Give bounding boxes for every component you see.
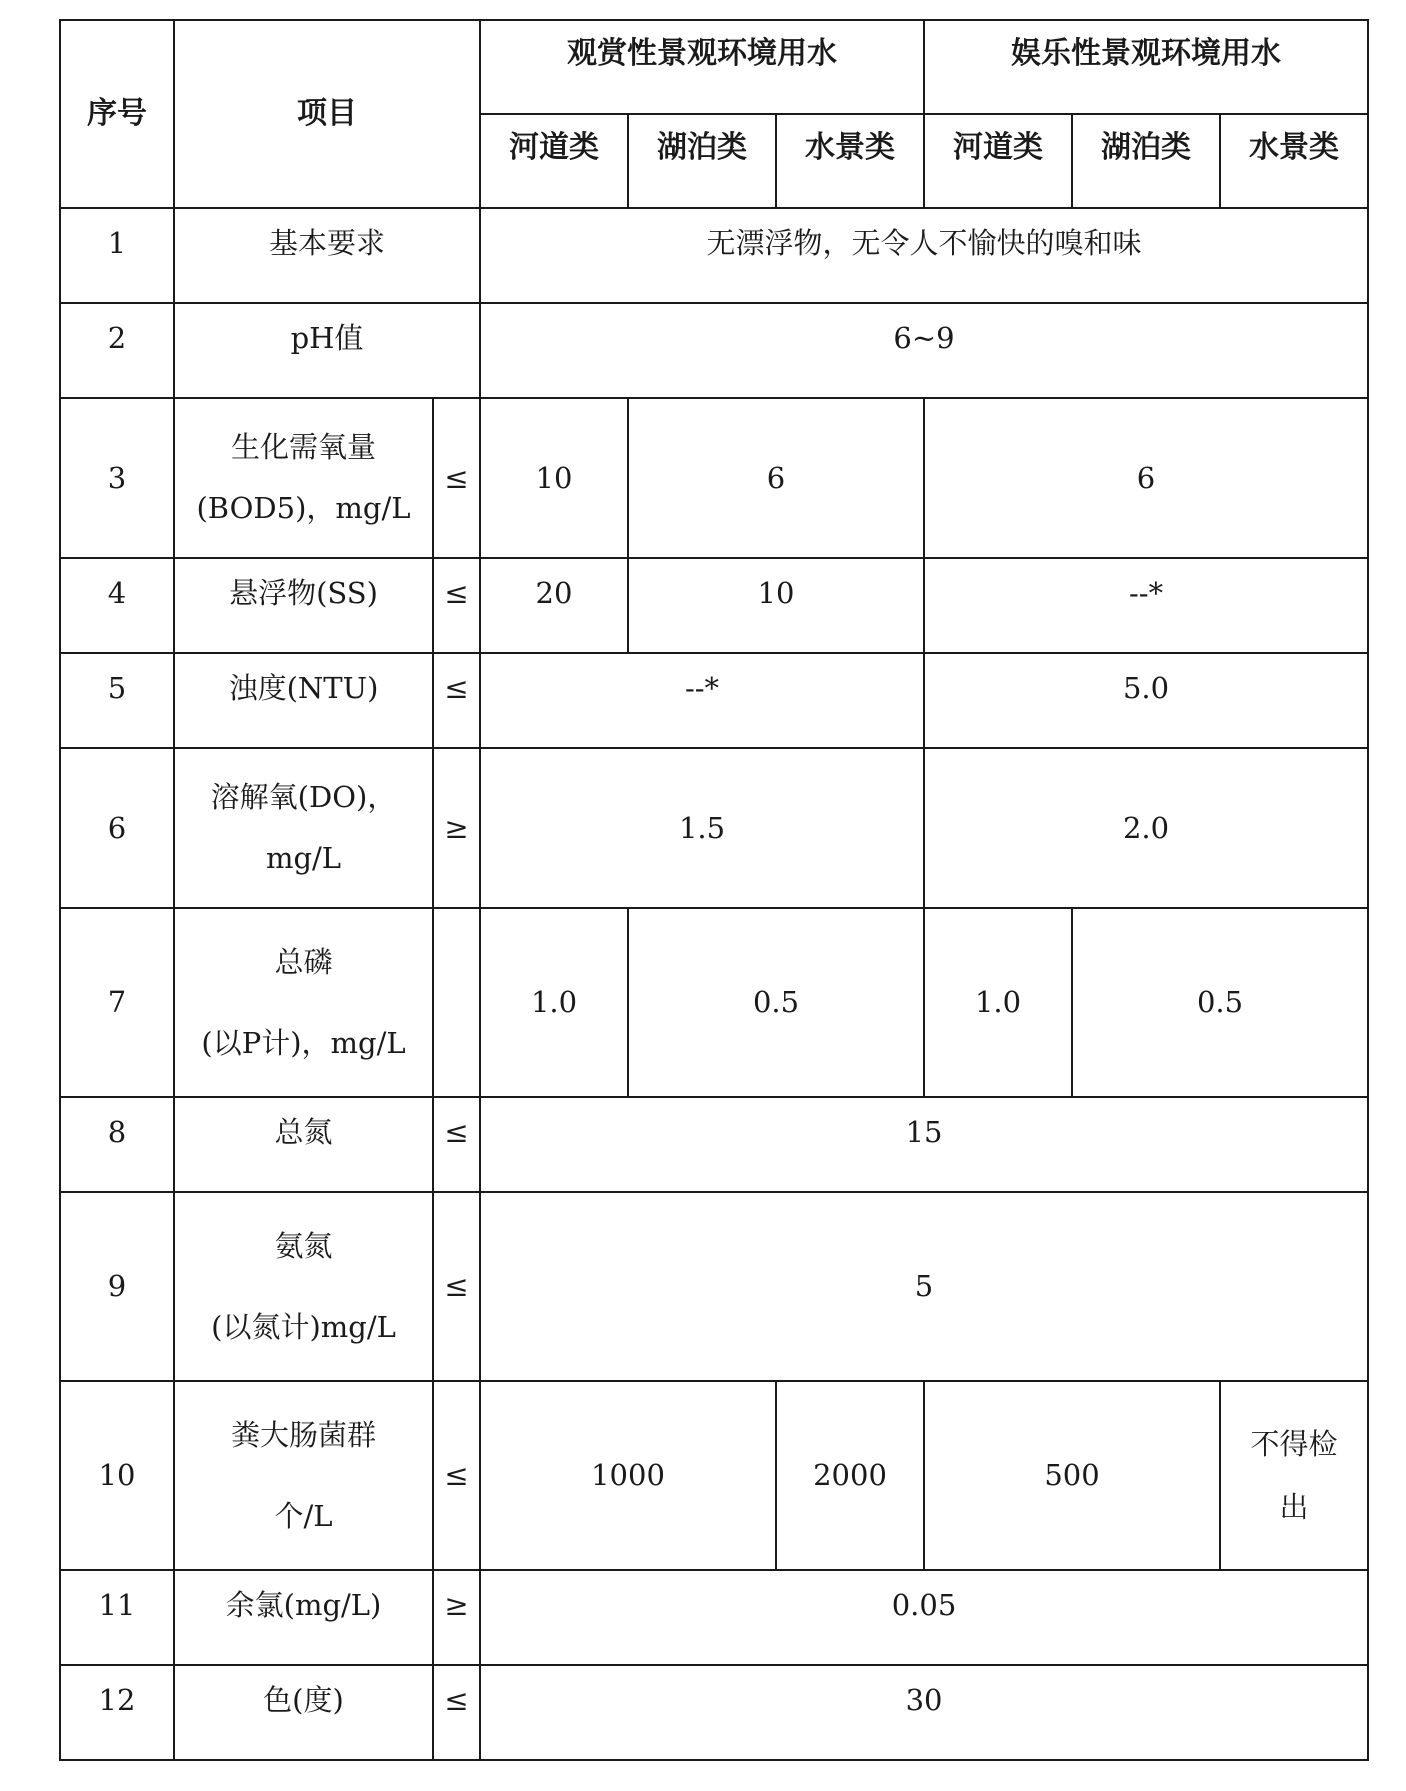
item-name-line: 生化需氧量 <box>230 430 376 465</box>
row-number: 4 <box>60 558 174 653</box>
value-cell: 0.05 <box>480 1570 1368 1665</box>
value-cell: 10 <box>480 398 628 558</box>
comparison-symbol <box>433 908 480 1097</box>
header-no: 序号 <box>60 20 174 208</box>
value-cell: 1000 <box>480 1381 776 1570</box>
comparison-symbol: ≤ <box>433 398 480 558</box>
value-cell: --* <box>480 653 924 748</box>
table-row <box>60 558 1368 653</box>
header-ornamental-water: 观赏性景观环境用水 <box>480 20 924 114</box>
item-name: 总氮 <box>174 1097 433 1192</box>
item-name <box>174 1192 433 1381</box>
row-number: 5 <box>60 653 174 748</box>
header-row-1 <box>60 20 1368 114</box>
item-name <box>174 908 433 1097</box>
header-recreational-water: 娱乐性景观环境用水 <box>924 20 1368 114</box>
comparison-symbol: ≥ <box>433 748 480 908</box>
row-number: 6 <box>60 748 174 908</box>
table-row <box>60 398 1368 558</box>
item-name: 基本要求 <box>174 208 480 303</box>
item-name-line: 总磷 <box>274 944 333 979</box>
value-cell: 20 <box>480 558 628 653</box>
value-cell: 0.5 <box>1072 908 1368 1097</box>
item-name-line: (以P计)，mg/L <box>201 1025 406 1060</box>
value-cell: 2000 <box>776 1381 924 1570</box>
table-row <box>60 748 1368 908</box>
value-cell: 1.0 <box>480 908 628 1097</box>
table-row <box>60 1570 1368 1665</box>
header-lake: 湖泊类 <box>628 114 776 208</box>
value-cell: --* <box>924 558 1368 653</box>
comparison-symbol: ≤ <box>433 1381 480 1570</box>
row-number: 9 <box>60 1192 174 1381</box>
item-name-line: 粪大肠菌群 <box>230 1417 376 1452</box>
value-cell: 1.5 <box>480 748 924 908</box>
table-row <box>60 1665 1368 1760</box>
row-number: 11 <box>60 1570 174 1665</box>
value-cell <box>1220 1381 1368 1570</box>
comparison-symbol: ≤ <box>433 558 480 653</box>
table-row <box>60 653 1368 748</box>
row-number: 7 <box>60 908 174 1097</box>
value-cell: 5.0 <box>924 653 1368 748</box>
table-row <box>60 208 1368 303</box>
value-cell: 500 <box>924 1381 1220 1570</box>
row-number: 3 <box>60 398 174 558</box>
value-cell: 30 <box>480 1665 1368 1760</box>
item-name-line: 个/L <box>274 1498 333 1533</box>
water-quality-standards-table <box>59 19 1369 1761</box>
item-name-line: mg/L <box>265 841 342 875</box>
header-lake: 湖泊类 <box>1072 114 1220 208</box>
header-river: 河道类 <box>924 114 1072 208</box>
item-name-line: (BOD5)，mg/L <box>196 491 411 525</box>
value-cell: 6 <box>628 398 924 558</box>
header-waterscape: 水景类 <box>1220 114 1368 208</box>
row-number: 8 <box>60 1097 174 1192</box>
item-name: 浊度(NTU) <box>174 653 433 748</box>
value-cell: 10 <box>628 558 924 653</box>
value-cell: 2.0 <box>924 748 1368 908</box>
row-number: 2 <box>60 303 174 398</box>
header-river: 河道类 <box>480 114 628 208</box>
table-row <box>60 1097 1368 1192</box>
value-cell: 15 <box>480 1097 1368 1192</box>
table-row <box>60 908 1368 1097</box>
comparison-symbol: ≤ <box>433 1665 480 1760</box>
item-name-line: (以氮计)mg/L <box>211 1309 396 1344</box>
value-cell: 0.5 <box>628 908 924 1097</box>
item-name: 悬浮物(SS) <box>174 558 433 653</box>
item-name: 色(度) <box>174 1665 433 1760</box>
value-line: 出 <box>1279 1489 1309 1524</box>
table-row <box>60 303 1368 398</box>
table-row <box>60 1192 1368 1381</box>
value-cell: 6~9 <box>480 303 1368 398</box>
header-item: 项目 <box>174 20 480 208</box>
item-name <box>174 748 433 908</box>
item-name <box>174 398 433 558</box>
value-cell: 无漂浮物，无令人不愉快的嗅和味 <box>480 208 1368 303</box>
row-number: 1 <box>60 208 174 303</box>
value-cell: 1.0 <box>924 908 1072 1097</box>
item-name: 余氯(mg/L) <box>174 1570 433 1665</box>
row-number: 10 <box>60 1381 174 1570</box>
comparison-symbol: ≤ <box>433 1097 480 1192</box>
comparison-symbol: ≤ <box>433 1192 480 1381</box>
value-line: 不得检 <box>1250 1426 1338 1461</box>
comparison-symbol: ≥ <box>433 1570 480 1665</box>
header-waterscape: 水景类 <box>776 114 924 208</box>
item-name <box>174 1381 433 1570</box>
item-name: pH值 <box>174 303 480 398</box>
comparison-symbol: ≤ <box>433 653 480 748</box>
item-name-line: 溶解氧(DO)， <box>210 780 397 815</box>
row-number: 12 <box>60 1665 174 1760</box>
table-row <box>60 1381 1368 1570</box>
value-cell: 6 <box>924 398 1368 558</box>
item-name-line: 氨氮 <box>274 1228 333 1263</box>
value-cell: 5 <box>480 1192 1368 1381</box>
